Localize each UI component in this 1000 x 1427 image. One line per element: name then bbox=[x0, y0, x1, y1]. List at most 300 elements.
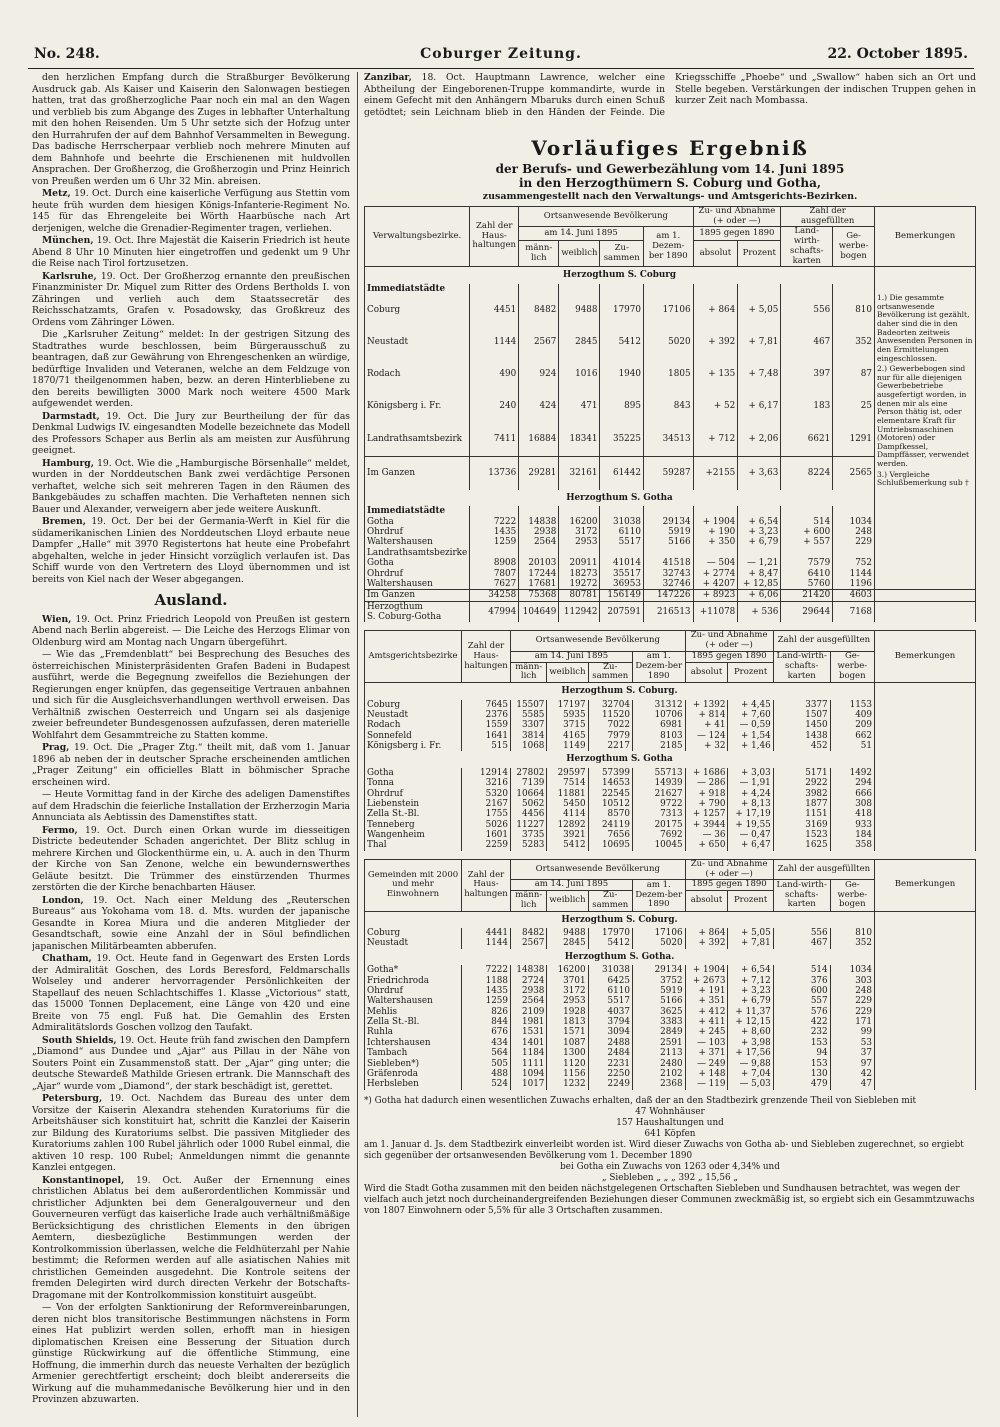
table-cell: — 1,21 bbox=[738, 558, 781, 568]
table-cell: 2922 bbox=[773, 778, 830, 788]
table-cell: 2102 bbox=[632, 1069, 685, 1079]
remarks-cell bbox=[875, 569, 976, 579]
table-cell: 14939 bbox=[632, 778, 685, 788]
column-header-female: weiblich bbox=[559, 241, 600, 267]
table-cell: 1450 bbox=[773, 720, 830, 730]
table-row bbox=[365, 710, 976, 720]
section-row bbox=[365, 911, 976, 928]
table-cell: 5166 bbox=[632, 996, 685, 1006]
table-cell: + 3,63 bbox=[738, 456, 781, 490]
table-cell: 479 bbox=[773, 1079, 830, 1089]
table-cell: 17970 bbox=[588, 928, 632, 938]
table-cell: 5062 bbox=[511, 799, 547, 809]
article-paragraph bbox=[32, 458, 350, 516]
table-cell: 1017 bbox=[511, 1079, 547, 1089]
table-cell: 564 bbox=[462, 1048, 511, 1058]
article-text: 19. Oct. Außer der Ernennung eines christlichen Ablatus bei dem außerordentlichen Kommissär und christlicher Adjunkten bei dem Generalgouverneur und den Gouverneuren verfügt das kaiserliche Irade auch verhältnißmäßige Berücksichtigung des christlichen Elements in den übrigen Aemtern, diesbezügliche Bestimmungen werden der Kontrolkommission überlassen, welche die Feldhüterzahl per Nahie bestimmt; die Reformen werden auf alle asiatischen Nahies mit christlichen Gemeinden ausgedehnt. Die Kontrole seitens der fremden Delegirten wird durch directen Verkehr der Botschafts-Dragomane mit der Kontrolkommission konstituirt ausgeübt. bbox=[32, 1174, 350, 1301]
dateline-city: Prag, bbox=[42, 742, 70, 754]
table-cell bbox=[519, 548, 559, 558]
remarks-cell bbox=[875, 965, 976, 975]
dateline-city: Petersburg, bbox=[42, 1093, 103, 1105]
table-cell: 2845 bbox=[547, 938, 588, 948]
table-row bbox=[365, 700, 976, 710]
table-cell: + 7,48 bbox=[738, 358, 781, 390]
table-cell: 7579 bbox=[781, 558, 833, 568]
dateline-city: Metz, bbox=[42, 188, 71, 199]
table-cell: 8570 bbox=[588, 809, 632, 819]
table-row bbox=[365, 799, 976, 809]
header-row bbox=[365, 859, 976, 880]
table-cell: 97 bbox=[830, 1059, 874, 1069]
table-cell: 80781 bbox=[559, 590, 600, 601]
table-cell: 1300 bbox=[547, 1048, 588, 1058]
table-row bbox=[365, 731, 976, 741]
table-cell: 6410 bbox=[781, 569, 833, 579]
table-cell: — 0,47 bbox=[728, 830, 773, 840]
table-cell: 5517 bbox=[600, 537, 643, 547]
column-header-absolute: absolut bbox=[685, 662, 728, 683]
table-cell: + 3,23 bbox=[728, 986, 773, 996]
remarks-cell bbox=[875, 579, 976, 590]
article-text: 19. Oct. Wie die „Hamburgische Börsenhalle“ meldet, wurden in der Norddeutschen Bank zwei verdächtige Personen verhaftet, welche sich seit mehreren Tagen in den Räumen des Bankgebäudes zu schaffen machten. Die Verhafteten nennen sich Bauer und Alexander, verweigern aber jede weitere Auskunft. bbox=[32, 457, 350, 515]
table-cell: 666 bbox=[830, 789, 874, 799]
table-cell: + 392 bbox=[693, 326, 738, 358]
column-header-together: Zu-sammen bbox=[588, 662, 632, 683]
article-paragraph bbox=[32, 825, 350, 894]
table-cell: 6425 bbox=[588, 976, 632, 986]
table-cell: + 412 bbox=[685, 1007, 728, 1017]
column-header-date: am 14. Juni 1895 bbox=[511, 651, 633, 662]
table-cell: 452 bbox=[773, 741, 830, 751]
table-cell: 826 bbox=[462, 1007, 511, 1017]
table-cell: 11520 bbox=[588, 710, 632, 720]
table-cell: 471 bbox=[559, 390, 600, 422]
table-cell: 240 bbox=[470, 390, 519, 422]
census-subtitle-note: zusammengestellt nach den Verwaltungs- und Amtsgerichts-Bezirken. bbox=[482, 190, 858, 202]
table-cell bbox=[600, 284, 643, 294]
table-cell: 1435 bbox=[462, 986, 511, 996]
table-cell: 32704 bbox=[588, 700, 632, 710]
table-cell: 4456 bbox=[511, 809, 547, 819]
table-cell: 1111 bbox=[511, 1059, 547, 1069]
table-cell: + 1392 bbox=[685, 700, 728, 710]
row-label: Rodach bbox=[365, 358, 470, 390]
table-cell: 924 bbox=[519, 358, 559, 390]
table-cell: 10695 bbox=[588, 840, 632, 850]
table-row bbox=[365, 965, 976, 975]
table-cell: 2376 bbox=[462, 710, 511, 720]
table-cell: 2953 bbox=[547, 996, 588, 1006]
table-cell: 10664 bbox=[511, 789, 547, 799]
column-header-district: Verwaltungsbezirke. bbox=[365, 206, 470, 267]
table-cell: + 8,60 bbox=[728, 1027, 773, 1037]
table-cell: 41518 bbox=[643, 558, 693, 568]
table-cell: 1184 bbox=[511, 1048, 547, 1058]
table-cell: 810 bbox=[830, 928, 874, 938]
table-cell: + 351 bbox=[685, 996, 728, 1006]
table-cell: 3982 bbox=[773, 789, 830, 799]
row-label: Ichtershausen bbox=[365, 1038, 462, 1048]
table-cell: + 3,23 bbox=[738, 527, 781, 537]
row-label: Wangenheim bbox=[365, 830, 462, 840]
dateline-city: Konstantinopel, bbox=[42, 1174, 125, 1186]
table-cell: 1120 bbox=[547, 1059, 588, 1069]
remarks-cell bbox=[875, 601, 976, 622]
table-cell: + 392 bbox=[685, 938, 728, 948]
table-cell: 207591 bbox=[600, 601, 643, 622]
table-cell: 4037 bbox=[588, 1007, 632, 1017]
table-cell: 4165 bbox=[547, 731, 588, 741]
table-cell: 36953 bbox=[600, 579, 643, 590]
table-cell: + 8923 bbox=[693, 590, 738, 601]
table-cell: 397 bbox=[781, 358, 833, 390]
table-row bbox=[365, 579, 976, 590]
table-cell: + 864 bbox=[693, 294, 738, 326]
remarks-cell bbox=[875, 741, 976, 751]
table-cell: + 11,37 bbox=[728, 1007, 773, 1017]
row-label: Friedrichroda bbox=[365, 976, 462, 986]
table-cell: 600 bbox=[773, 986, 830, 996]
table-cell: 2109 bbox=[511, 1007, 547, 1017]
row-label: Thal bbox=[365, 840, 462, 850]
table-cell bbox=[600, 506, 643, 516]
table-cell: 7514 bbox=[547, 778, 588, 788]
table-cell: 7222 bbox=[462, 965, 511, 975]
table-cell: 104649 bbox=[519, 601, 559, 622]
table-cell: — 504 bbox=[693, 558, 738, 568]
article-paragraph bbox=[32, 271, 350, 329]
table-cell: 1232 bbox=[547, 1079, 588, 1089]
table-cell: 3377 bbox=[773, 700, 830, 710]
remarks-cell bbox=[875, 996, 976, 1006]
table-cell: 303 bbox=[830, 976, 874, 986]
footnote-line: 47 Wohnhäuser bbox=[635, 1106, 705, 1117]
table-row bbox=[365, 1048, 976, 1058]
table-cell: 844 bbox=[462, 1017, 511, 1027]
column-header-counts: Zahl der ausgefüllten bbox=[773, 859, 874, 880]
table-cell: 7645 bbox=[462, 700, 511, 710]
table-cell: 3169 bbox=[773, 820, 830, 830]
table-cell: 9488 bbox=[559, 294, 600, 326]
table-cell: 5450 bbox=[547, 799, 588, 809]
article-text: 19. Oct. Die „Prager Ztg.“ theilt mit, daß vom 1. Januar 1896 ab neben der in deutscher Sprache erscheinenden amtlichen „Prager Zeitung“ ein officielles Blatt in böhmischer Sprache erscheinen wird. bbox=[32, 742, 350, 788]
table-cell: 2259 bbox=[462, 840, 511, 850]
table-cell: 7979 bbox=[588, 731, 632, 741]
census-table bbox=[364, 206, 976, 623]
table-row bbox=[365, 590, 976, 601]
column-header-households: Zahl der Haus-haltungen bbox=[470, 206, 519, 267]
table-cell bbox=[519, 284, 559, 294]
remarks-cell bbox=[875, 1027, 976, 1037]
remarks-cell bbox=[875, 517, 976, 527]
column-header-population: Ortsanwesende Bevölkerung bbox=[511, 631, 686, 652]
column-header-dec1890: am 1. Dezem-ber 1890 bbox=[643, 227, 693, 267]
table-cell: + 41 bbox=[685, 720, 728, 730]
column-header-comparison: 1895 gegen 1890 bbox=[685, 651, 773, 662]
table-cell: 5517 bbox=[588, 996, 632, 1006]
table-row bbox=[365, 928, 976, 938]
table-cell: 21420 bbox=[781, 590, 833, 601]
census-table bbox=[364, 630, 976, 850]
table-cell: 2938 bbox=[519, 527, 559, 537]
article-text: 19. Oct. Die Jury zur Beurtheilung der für das Denkmal Ludwigs IV. eingesandten Modelle bezeichnete das Modell des Professors Schaper aus Berlin als am meisten zur Ausführung geeignet. bbox=[32, 410, 350, 456]
remarks-cell bbox=[875, 700, 976, 710]
table-cell bbox=[559, 548, 600, 558]
column-header-district: Gemeinden mit 2000 und mehr Einwohnern bbox=[365, 859, 462, 911]
table-cell: 5412 bbox=[547, 840, 588, 850]
table-row bbox=[365, 548, 976, 558]
article-text: Die „Karlsruher Zeitung“ meldet: In der gestrigen Sitzung des Stadtrathes wurde beschlossen, beim Bürgerausschuß zu beantragen, daß zur Gewährung von Ehrengeschenken an würdige, bedürftige Invaliden und Veteranen, welche an dem Feldzuge von 1870/71 theilgenommen haben, bezw. an deren Hinterbliebene zu den bereits bewilligten 3000 Mark noch weitere 4500 Mark aufgewendet werden. bbox=[32, 329, 350, 409]
table-cell: 20911 bbox=[559, 558, 600, 568]
table-cell: 99 bbox=[830, 1027, 874, 1037]
remarks-cell bbox=[875, 1017, 976, 1027]
table-cell: 183 bbox=[781, 390, 833, 422]
table-cell: 57399 bbox=[588, 768, 632, 778]
article-text: — Wie das „Fremdenblatt“ bei Besprechung des Besuches des österreichischen Ministerpräsidenten Grafen Badeni in Budapest ausführt, werde die Begegnung zweifellos die Beziehungen der Regierungen enger knüpfen, das gegenseitige Vertrauen anbahnen und sich für die Ausgleichsverhandlungen werthvoll erweisen. Das Verhältniß zwischen Oesterreich und Ungarn sei als dasjenige zweier befreundeter Bundesgenossen aufzufassen, deren materielle Wohlfahrt dem Gesammtreiche zu Statten komme. bbox=[32, 649, 350, 741]
table-cell: 376 bbox=[773, 976, 830, 986]
table-row bbox=[365, 1079, 976, 1089]
table-cell: 61442 bbox=[600, 456, 643, 490]
table-cell: — 0,59 bbox=[728, 720, 773, 730]
table-row bbox=[365, 830, 976, 840]
column-divider bbox=[357, 72, 358, 1417]
table-cell: 434 bbox=[462, 1038, 511, 1048]
table-cell: 15507 bbox=[511, 700, 547, 710]
table-cell: 2488 bbox=[588, 1038, 632, 1048]
table-cell: 20103 bbox=[519, 558, 559, 568]
table-cell: + 2,06 bbox=[738, 423, 781, 457]
table-cell: 2565 bbox=[833, 456, 875, 490]
table-cell: + 371 bbox=[685, 1048, 728, 1058]
table-cell: 11881 bbox=[547, 789, 588, 799]
table-cell: 29134 bbox=[643, 517, 693, 527]
left-column bbox=[32, 72, 350, 1422]
table-cell: 32161 bbox=[559, 456, 600, 490]
table-cell: + 3944 bbox=[685, 820, 728, 830]
table-cell: + 536 bbox=[738, 601, 781, 622]
table-row bbox=[365, 569, 976, 579]
table-cell: 1016 bbox=[559, 358, 600, 390]
table-cell: 17681 bbox=[519, 579, 559, 590]
table-cell: 1259 bbox=[470, 537, 519, 547]
article-text: 19. Oct. Heute fand in Gegenwart des Ersten Lords der Admiralität Goschen, des Lords Beresford, Feldmarschalls Wolseley und anderer hervorragender Persönlichkeiten der Stapellauf des neuen Schlachtschiffes 1. Klasse „Victorious“ statt, das 15000 Tonnen Deplacement, eine Länge von 420 und eine Breite von 75 engl. Fuß hat. Die Gemahlin des Ersten Admiralitätslords Goschen vollzog den Taufakt. bbox=[32, 953, 350, 1034]
remarks-cell bbox=[875, 799, 976, 809]
table-cell: — 286 bbox=[685, 778, 728, 788]
column-header-male: männ-lich bbox=[511, 891, 547, 912]
table-cell: 10512 bbox=[588, 799, 632, 809]
table-cell: 1087 bbox=[547, 1038, 588, 1048]
table-cell: 18273 bbox=[559, 569, 600, 579]
table-cell: 1523 bbox=[773, 830, 830, 840]
table-cell: + 19,55 bbox=[728, 820, 773, 830]
census-table-administrative bbox=[364, 206, 976, 623]
table-cell: + 814 bbox=[685, 710, 728, 720]
table-cell: 17197 bbox=[547, 700, 588, 710]
newspaper-title: Coburger Zeitung. bbox=[420, 46, 582, 62]
article-text: 19. Oct. Nach einer Meldung des „Reuterschen Bureaus“ aus Yokohama vom 18. d. Mts. wurden der japanische Gesandte in Korea Miura und die anderen Mitglieder der Gesandtschaft, sowie eine Anzahl der in Söul befindlichen japanischen Militärbeamten abberufen. bbox=[32, 894, 350, 952]
table-cell: 1601 bbox=[462, 830, 511, 840]
table-cell: 130 bbox=[773, 1069, 830, 1079]
table-cell: 3307 bbox=[511, 720, 547, 730]
table-cell: 1940 bbox=[600, 358, 643, 390]
table-row bbox=[365, 527, 976, 537]
section-title: Herzogthum S. Coburg. bbox=[365, 911, 875, 928]
table-cell: 6981 bbox=[632, 720, 685, 730]
dateline-city: Wien, bbox=[42, 613, 72, 625]
table-row bbox=[365, 517, 976, 527]
table-cell: 5412 bbox=[600, 326, 643, 358]
table-cell: +11078 bbox=[693, 601, 738, 622]
table-cell: 25 bbox=[833, 390, 875, 422]
table-cell: 5026 bbox=[462, 820, 511, 830]
table-cell: + 8,47 bbox=[738, 569, 781, 579]
census-subtitle-region: in den Herzogthümern S. Coburg und Gotha, bbox=[518, 176, 822, 191]
table-cell: 17106 bbox=[632, 928, 685, 938]
table-cell: 1571 bbox=[547, 1027, 588, 1037]
table-cell: + 6,79 bbox=[728, 996, 773, 1006]
article-text: 19. Oct. Ihre Majestät die Kaiserin Friedrich ist heute Abend 8 Uhr 10 Minuten hier eingetroffen und gedenkt um 9 Uhr die Reise nach Tirol fortzusetzen. bbox=[32, 235, 350, 269]
table-cell: + 1,46 bbox=[728, 741, 773, 751]
table-cell: 2591 bbox=[632, 1038, 685, 1048]
table-cell: 75368 bbox=[519, 590, 559, 601]
row-label: Neustadt bbox=[365, 938, 462, 948]
table-cell: 422 bbox=[773, 1017, 830, 1027]
row-label: Sonnefeld bbox=[365, 731, 462, 741]
table-cell: — 36 bbox=[685, 830, 728, 840]
row-label: Gotha bbox=[365, 558, 470, 568]
issue-date: 22. October 1895. bbox=[827, 46, 968, 62]
table-cell: + 12,85 bbox=[738, 579, 781, 590]
table-cell bbox=[738, 506, 781, 516]
article-paragraph bbox=[32, 72, 350, 187]
table-cell: 352 bbox=[830, 938, 874, 948]
table-cell: 2250 bbox=[588, 1069, 632, 1079]
remark-note: 2.) Gewerbebogen sind nur für alle diejenigen Gewerbebetriebe ausgefertigt worden, in denen mir als eine Person thätig ist, oder elementare Kraft für Umtriebsmaschinen (Motoren) oder Dampfkessel, Dampffässer, verwendet werden. bbox=[877, 364, 970, 468]
table-cell: 8224 bbox=[781, 456, 833, 490]
remarks-cell bbox=[875, 768, 976, 778]
group-label: Immediatstädte bbox=[365, 506, 470, 516]
column-header-remarks: Bemerkungen bbox=[875, 631, 976, 683]
table-cell: 9488 bbox=[547, 928, 588, 938]
table-cell: + 864 bbox=[685, 928, 728, 938]
table-cell: 1401 bbox=[511, 1038, 547, 1048]
table-cell: 156149 bbox=[600, 590, 643, 601]
table-cell: 3701 bbox=[547, 976, 588, 986]
table-cell: 557 bbox=[773, 996, 830, 1006]
article-text: 19. Oct. Der bei der Germania-Werft in Kiel für die südamerikanischen Linien des Norddeutschen Lloyd erbaute neue Dampfer „Halle“ mit 3970 Registertons hat heute eine Probefahrt abgehalten, welche in jeder Hinsicht vorzüglich verlaufen ist. Das Schiff wurde von den Vertretern des Lloyd übernommen und ist bereits von Kiel nach der Weser abgegangen. bbox=[32, 516, 350, 585]
table-cell: 20175 bbox=[632, 820, 685, 830]
table-cell: 3172 bbox=[547, 986, 588, 996]
remarks-cell bbox=[875, 731, 976, 741]
remarks-cell bbox=[875, 778, 976, 788]
table-cell: 87 bbox=[833, 358, 875, 390]
row-label: Zella St.-Bl. bbox=[365, 809, 462, 819]
table-cell: + 5,05 bbox=[738, 294, 781, 326]
table-cell: 352 bbox=[833, 326, 875, 358]
article-paragraph bbox=[32, 1093, 350, 1174]
table-cell: + 350 bbox=[693, 537, 738, 547]
table-cell: 1259 bbox=[462, 996, 511, 1006]
table-cell: 1034 bbox=[833, 517, 875, 527]
table-cell: 37 bbox=[830, 1048, 874, 1058]
column-header-percent: Prozent bbox=[728, 662, 773, 683]
table-cell: 153 bbox=[773, 1038, 830, 1048]
row-label: Gotha* bbox=[365, 965, 462, 975]
table-cell: 47 bbox=[830, 1079, 874, 1089]
table-cell bbox=[693, 284, 738, 294]
table-cell: 418 bbox=[830, 809, 874, 819]
table-cell: 514 bbox=[773, 965, 830, 975]
article-paragraph bbox=[32, 188, 350, 234]
table-cell: 41014 bbox=[600, 558, 643, 568]
row-label: Coburg bbox=[365, 928, 462, 938]
section-row bbox=[365, 490, 976, 506]
article-text: 19. Oct. Der Großherzog ernannte den preußischen Finanzminister Dr. Miquel zum Ritter des Ordens Bertholds I. von Zähringen und verlieh auch dem Staatssecretär des Reichsschatzamts, Grafen v. Posadowsky, das Großkreuz des Ordens vom Zähringer Löwen. bbox=[32, 270, 350, 328]
table-row bbox=[365, 1069, 976, 1079]
table-row bbox=[365, 976, 976, 986]
census-table-municipalities bbox=[364, 859, 976, 1090]
census-subtitle: der Berufs- und Gewerbezählung vom 14. Juni 1895 bbox=[495, 162, 845, 176]
table-cell: 843 bbox=[643, 390, 693, 422]
section-heading-ausland: Ausland. bbox=[154, 591, 228, 609]
table-cell bbox=[781, 284, 833, 294]
table-row bbox=[365, 789, 976, 799]
table-cell: + 12,15 bbox=[728, 1017, 773, 1027]
row-label: Ohrdruf bbox=[365, 789, 462, 799]
column-header-together: Zu-sammen bbox=[588, 891, 632, 912]
table-cell: + 557 bbox=[781, 537, 833, 547]
remarks-cell bbox=[875, 683, 976, 700]
table-cell: + 1686 bbox=[685, 768, 728, 778]
table-cell: 10706 bbox=[632, 710, 685, 720]
table-cell: + 17,19 bbox=[728, 809, 773, 819]
column-header-counts: Zahl der ausgefüllten bbox=[773, 631, 874, 652]
table-cell bbox=[781, 506, 833, 516]
row-label: Rodach bbox=[365, 720, 462, 730]
table-cell: 424 bbox=[519, 390, 559, 422]
table-cell: 47994 bbox=[470, 601, 519, 622]
table-cell: — 5,03 bbox=[728, 1079, 773, 1089]
column-header-dec1890: am 1. Dezem-ber 1890 bbox=[632, 880, 685, 911]
dateline-city: Chatham, bbox=[42, 953, 92, 965]
table-cell: + 5,05 bbox=[728, 928, 773, 938]
table-cell: 1144 bbox=[462, 938, 511, 948]
masthead bbox=[28, 46, 974, 69]
table-row bbox=[365, 1027, 976, 1037]
row-label-line: Herzogthum bbox=[367, 601, 423, 612]
table-cell: 2484 bbox=[588, 1048, 632, 1058]
table-cell: 556 bbox=[781, 294, 833, 326]
table-cell: 1805 bbox=[643, 358, 693, 390]
table-cell: + 135 bbox=[693, 358, 738, 390]
table-cell: 409 bbox=[830, 710, 874, 720]
dateline-city: Hamburg, bbox=[42, 457, 94, 469]
table-cell: + 6,47 bbox=[728, 840, 773, 850]
remarks-cell bbox=[875, 1038, 976, 1048]
table-cell: 35517 bbox=[600, 569, 643, 579]
table-cell: 14838 bbox=[511, 965, 547, 975]
column-header-change: Zu- und Abnahme (+ oder —) bbox=[693, 206, 781, 227]
table-cell: 94 bbox=[773, 1048, 830, 1058]
table-cell bbox=[519, 506, 559, 516]
table-cell: 1151 bbox=[773, 809, 830, 819]
issue-number: No. 248. bbox=[34, 46, 100, 62]
section-title: Herzogthum S. Coburg bbox=[365, 267, 875, 284]
table-cell: 2185 bbox=[632, 741, 685, 751]
table-cell: 2564 bbox=[519, 537, 559, 547]
table-cell: 1641 bbox=[462, 731, 511, 741]
row-label-line: S. Coburg-Gotha bbox=[367, 612, 442, 622]
